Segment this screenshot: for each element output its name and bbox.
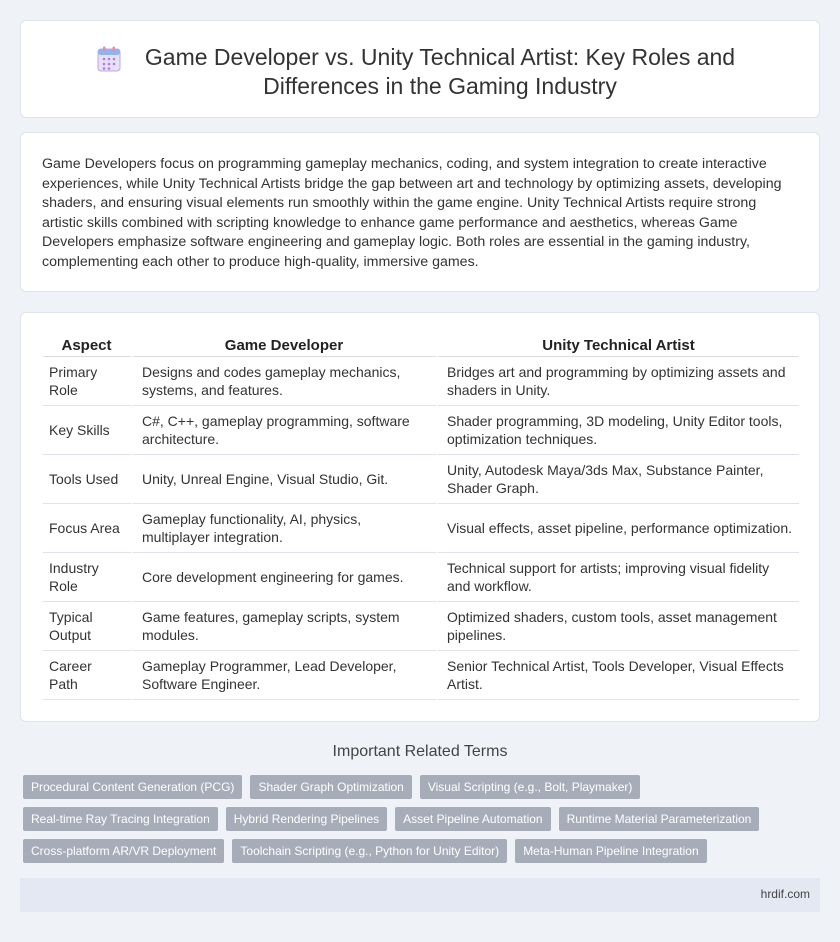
aspect-cell: Primary Role <box>43 357 133 406</box>
aspect-cell: Industry Role <box>43 553 133 602</box>
related-term-tag[interactable]: Toolchain Scripting (e.g., Python for Unity Editor) <box>232 839 507 863</box>
game-developer-cell: Unity, Unreal Engine, Visual Studio, Git. <box>133 455 438 504</box>
header-game-developer: Game Developer <box>133 335 438 357</box>
related-term-tag[interactable]: Runtime Material Parameterization <box>559 807 760 831</box>
aspect-cell: Tools Used <box>43 455 133 504</box>
related-terms-heading: Important Related Terms <box>332 743 508 760</box>
related-terms-list <box>23 775 783 871</box>
table-row <box>43 504 799 553</box>
game-developer-cell: Game features, gameplay scripts, system modules. <box>133 602 438 651</box>
comparison-table <box>43 335 799 700</box>
tag-row <box>23 807 783 831</box>
aspect-cell: Focus Area <box>43 504 133 553</box>
table-row <box>43 357 799 406</box>
game-developer-cell: Designs and codes gameplay mechanics, systems, and features. <box>133 357 438 406</box>
game-developer-cell: Core development engineering for games. <box>133 553 438 602</box>
table-header-row <box>43 335 799 357</box>
related-term-tag[interactable]: Real-time Ray Tracing Integration <box>23 807 218 831</box>
summary-paragraph: Game Developers focus on programming gameplay mechanics, coding, and system integration to create interactive experiences, while Unity Technical Artists bridge the gap between art and technology by optimizing assets, developing shaders, and ensuring visual elements run smoothly within the game engine. Unity Technical Artists require strong artistic skills combined with scripting knowledge to enhance game performance and aesthetics, whereas Game Developers emphasize software engineering and gameplay logic. Both roles are essential in the gaming industry, complementing each other to produce high-quality, immersive games. <box>42 156 782 270</box>
game-developer-cell: Gameplay Programmer, Lead Developer, Software Engineer. <box>133 651 438 700</box>
aspect-cell: Career Path <box>43 651 133 700</box>
table-row <box>43 651 799 700</box>
title-card <box>20 20 820 118</box>
footer-bar <box>20 878 820 912</box>
unity-technical-artist-cell: Shader programming, 3D modeling, Unity Editor tools, optimization techniques. <box>438 406 799 455</box>
unity-technical-artist-cell: Optimized shaders, custom tools, asset management pipelines. <box>438 602 799 651</box>
unity-technical-artist-cell: Technical support for artists; improving visual fidelity and workflow. <box>438 553 799 602</box>
related-term-tag[interactable]: Asset Pipeline Automation <box>395 807 550 831</box>
unity-technical-artist-cell: Bridges art and programming by optimizing assets and shaders in Unity. <box>438 357 799 406</box>
related-term-tag[interactable]: Meta-Human Pipeline Integration <box>515 839 706 863</box>
related-term-tag[interactable]: Hybrid Rendering Pipelines <box>226 807 387 831</box>
game-developer-cell: Gameplay functionality, AI, physics, multiplayer integration. <box>133 504 438 553</box>
aspect-cell: Key Skills <box>43 406 133 455</box>
summary-card <box>20 132 820 292</box>
tag-row <box>23 839 783 863</box>
related-term-tag[interactable]: Cross-platform AR/VR Deployment <box>23 839 224 863</box>
footer-site-link[interactable]: hrdif.com <box>760 887 810 901</box>
unity-technical-artist-cell: Visual effects, asset pipeline, performance optimization. <box>438 504 799 553</box>
tag-row <box>23 775 783 799</box>
page-title-wrap <box>21 43 819 101</box>
table-row <box>43 602 799 651</box>
table-row <box>43 455 799 504</box>
page-title: Game Developer vs. Unity Technical Artist: Key Roles and Differences in the Gaming Industry <box>144 44 736 99</box>
game-developer-cell: C#, C++, gameplay programming, software architecture. <box>133 406 438 455</box>
unity-technical-artist-cell: Unity, Autodesk Maya/3ds Max, Substance Painter, Shader Graph. <box>438 455 799 504</box>
header-aspect: Aspect <box>43 335 133 357</box>
header-unity-technical-artist: Unity Technical Artist <box>438 335 799 357</box>
comparison-table-card <box>20 312 820 722</box>
related-term-tag[interactable]: Procedural Content Generation (PCG) <box>23 775 242 799</box>
related-term-tag[interactable]: Visual Scripting (e.g., Bolt, Playmaker) <box>420 775 641 799</box>
table-row <box>43 406 799 455</box>
related-term-tag[interactable]: Shader Graph Optimization <box>250 775 411 799</box>
unity-technical-artist-cell: Senior Technical Artist, Tools Developer, Visual Effects Artist. <box>438 651 799 700</box>
aspect-cell: Typical Output <box>43 602 133 651</box>
table-row <box>43 553 799 602</box>
